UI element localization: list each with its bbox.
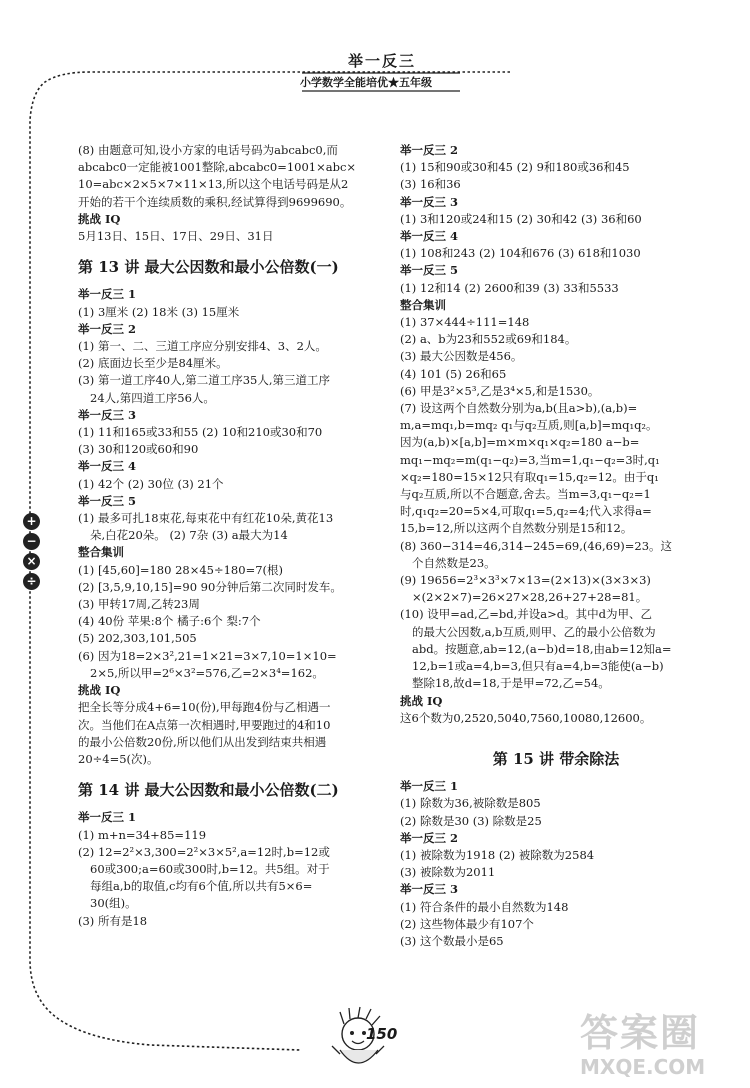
times-icon: × — [23, 553, 40, 570]
text-line: (2) 12=2²×3,300=2²×3×5²,a=12时,b=12或 — [78, 844, 330, 859]
right-column — [400, 142, 712, 950]
subsection-label: 整合集训 — [78, 545, 124, 560]
text-line: (1) 37×444÷111=148 — [400, 315, 530, 330]
text-line: (8) 由题意可知,设小方家的电话号码为abcabc0,而 — [78, 143, 338, 157]
text-line: (5) 202,303,101,505 — [78, 631, 197, 646]
text-line: 与q₂互质,所以不合题意,舍去。当m=3,q₁−q₂=1 — [400, 487, 651, 502]
text-line: abd。按题意,ab=12,(a−b)d=18,由ab=12知a= — [412, 641, 672, 656]
text-line: (4) 40份 苹果:8个 橘子:6个 梨:7个 — [78, 614, 261, 629]
text-line: 5月13日、15日、17日、29日、31日 — [78, 229, 274, 244]
text-line: (7) 设这两个自然数分别为a,b(且a>b),(a,b)= — [400, 401, 638, 416]
lesson-heading: 第 15 讲 带余除法 — [492, 749, 620, 768]
subsection-label: 举一反三 1 — [78, 287, 137, 302]
text-line: 10=abc×2×5×7×11×13,所以这个电话号码是从2 — [78, 177, 349, 192]
subsection-label: 举一反三 1 — [400, 779, 459, 794]
text-line: 每组a,b的取值,c均有6个值,所以共有5×6= — [90, 879, 313, 894]
text-line: 12,b=1或a=4,b=3,但只有a=4,b=3能使(a−b) — [412, 659, 664, 674]
text-line: (3) 甲转17周,乙转23周 — [78, 597, 200, 612]
text-line: mq₁−mq₂=m(q₁−q₂)=3,当m=1,q₁−q₂=3时,q₁ — [400, 452, 660, 467]
text-line: (2) a、b为23和552或69和184。 — [400, 332, 577, 347]
text-line: abcabc0一定能被1001整除,abcabc0=1001×abc× — [78, 160, 357, 175]
page-header — [0, 0, 750, 110]
text-line: (3) 16和36 — [400, 177, 461, 192]
text-line: 时,q₁q₂=20=5×4,可取q₁=5,q₂=4;代入求得a= — [400, 504, 652, 519]
text-line: 20÷4=5(次)。 — [78, 751, 159, 766]
text-line: (8) 360−314=46,314−245=69,(46,69)=23。这 — [400, 538, 673, 553]
text-line: m,a=mq₁,b=mq₂ q₁与q₂互质,则[a,b]=mq₁q₂。 — [400, 418, 658, 433]
text-line: 个自然数是23。 — [412, 555, 496, 570]
text-line: (4) 101 (5) 26和65 — [400, 366, 507, 381]
side-operator-icons — [23, 513, 41, 593]
subsection-label: 举一反三 4 — [400, 229, 459, 244]
subsection-label: 举一反三 2 — [400, 143, 459, 157]
text-line: (1) 12和14 (2) 2600和39 (3) 33和5533 — [400, 280, 619, 295]
text-line: 这6个数为0,2520,5040,7560,10080,12600。 — [400, 710, 652, 725]
text-line: 朵,白花20朵。 (2) 7杂 (3) a最大为14 — [90, 528, 288, 543]
header-subtitle: 小学数学全能培优★五年级 — [300, 76, 432, 89]
subsection-label: 挑战 IQ — [400, 693, 443, 708]
text-line: (1) 3和120或24和15 (2) 30和42 (3) 36和60 — [400, 211, 642, 226]
minus-icon: − — [23, 533, 40, 550]
text-line: (1) 42个 (2) 30位 (3) 21个 — [78, 476, 224, 491]
text-line: (1) 被除数为1918 (2) 被除数为2584 — [400, 847, 595, 862]
text-line: (1) 除数为36,被除数是805 — [400, 796, 541, 811]
text-line: (3) 30和120或60和90 — [78, 442, 199, 457]
text-line: (9) 19656=2³×3³×7×13=(2×13)×(3×3×3) — [400, 573, 651, 588]
divide-icon: ÷ — [23, 573, 40, 590]
text-line: 的最小公倍数20份,所以他们从出发到结束共相遇 — [78, 734, 327, 749]
text-line: 开始的若干个连续质数的乘积,经试算得到9699690。 — [78, 194, 352, 209]
text-line: 因为(a,b)×[a,b]=m×m×q₁×q₂=180 a−b= — [400, 435, 640, 450]
text-line: (3) 所有是18 — [78, 913, 148, 928]
text-line: (3) 这个数最小是65 — [400, 933, 504, 948]
text-line: (10) 设甲=ad,乙=bd,并设a>d。其中d为甲、乙 — [400, 607, 652, 622]
subsection-label: 举一反三 4 — [78, 459, 137, 474]
lesson-heading: 第 14 讲 最大公因数和最小公倍数(二) — [78, 781, 339, 800]
text-line: (1) 108和243 (2) 104和676 (3) 618和1030 — [400, 246, 641, 261]
subsection-label: 举一反三 2 — [400, 830, 459, 845]
subsection-label: 举一反三 3 — [400, 194, 459, 209]
text-line: 把全长等分成4+6=10(份),甲每跑4份与乙相遇一 — [78, 700, 331, 715]
text-line: (1) 第一、二、三道工序应分别安排4、3、2人。 — [78, 339, 327, 354]
subsection-label: 举一反三 1 — [78, 810, 137, 825]
subsection-label: 举一反三 2 — [78, 321, 137, 336]
text-line: (2) 除数是30 (3) 除数是25 — [400, 813, 542, 828]
text-line: (1) 3厘米 (2) 18米 (3) 15厘米 — [78, 304, 240, 319]
text-line: 30(组)。 — [90, 896, 137, 911]
text-line: (1) [45,60]=180 28×45÷180=7(根) — [78, 562, 283, 577]
subsection-label: 举一反三 3 — [78, 407, 137, 422]
subsection-label: 举一反三 5 — [78, 493, 137, 508]
text-line: (1) 15和90或30和45 (2) 9和180或36和45 — [400, 160, 630, 175]
subsection-label: 举一反三 3 — [400, 882, 459, 897]
text-line: 2×5,所以甲=2⁶×3²=576,乙=2×3⁴=162。 — [90, 665, 324, 680]
text-line: 整除18,故d=18,于是甲=72,乙=54。 — [412, 676, 610, 691]
text-line: (3) 被除数为2011 — [400, 865, 496, 880]
subsection-label: 挑战 IQ — [78, 211, 121, 226]
subsection-label: 挑战 IQ — [78, 683, 121, 698]
text-line: ×q₂=180=15×12只有取q₁=15,q₂=12。由于q₁ — [400, 469, 659, 484]
text-line: (1) 11和165或33和55 (2) 10和210或30和70 — [78, 425, 323, 440]
left-column — [78, 142, 383, 930]
text-line: (6) 甲是3²×5³,乙是3⁴×5,和是1530。 — [400, 383, 600, 398]
text-line: 的最大公因数,a,b互质,则甲、乙的最小公倍数为 — [412, 624, 656, 639]
text-line: (1) 符合条件的最小自然数为148 — [400, 899, 569, 914]
text-line: 次。当他们在A点第一次相遇时,甲要跑过的4和10 — [78, 717, 331, 732]
text-line: (2) 这些物体最少有107个 — [400, 916, 534, 931]
page-number: 150 — [366, 1025, 398, 1043]
text-line: (6) 因为18=2×3²,21=1×21=3×7,10=1×10= — [78, 648, 337, 663]
watermark-url: MXQE.COM — [580, 1055, 706, 1079]
text-line: (3) 第一道工序40人,第二道工序35人,第三道工序 — [78, 373, 331, 388]
watermark — [560, 1000, 750, 1085]
text-line: (3) 最大公因数是456。 — [400, 349, 523, 364]
subsection-label: 举一反三 5 — [400, 263, 459, 278]
text-line: 15,b=12,所以这两个自然数分别是15和12。 — [400, 521, 633, 536]
text-line: (2) 底面边长至少是84厘米。 — [78, 356, 228, 371]
text-line: 24人,第四道工序56人。 — [90, 390, 215, 405]
text-line: 60或300;a=60或300时,b=12。共5组。对于 — [90, 861, 330, 876]
text-line: (1) m+n=34+85=119 — [78, 827, 207, 842]
subsection-label: 整合集训 — [400, 297, 446, 312]
plus-icon: + — [23, 513, 40, 530]
watermark-logo: 答案圈 — [580, 1011, 701, 1055]
text-line: (2) [3,5,9,10,15]=90 90分钟后第二次同时发车。 — [78, 579, 342, 594]
lesson-heading: 第 13 讲 最大公因数和最小公倍数(一) — [78, 258, 339, 277]
text-line: (1) 最多可扎18束花,每束花中有红花10朵,黄花13 — [78, 511, 334, 526]
header-title: 举一反三 — [348, 52, 417, 70]
text-line: ×(2×2×7)=26×27×28,26+27+28=81。 — [412, 590, 648, 605]
